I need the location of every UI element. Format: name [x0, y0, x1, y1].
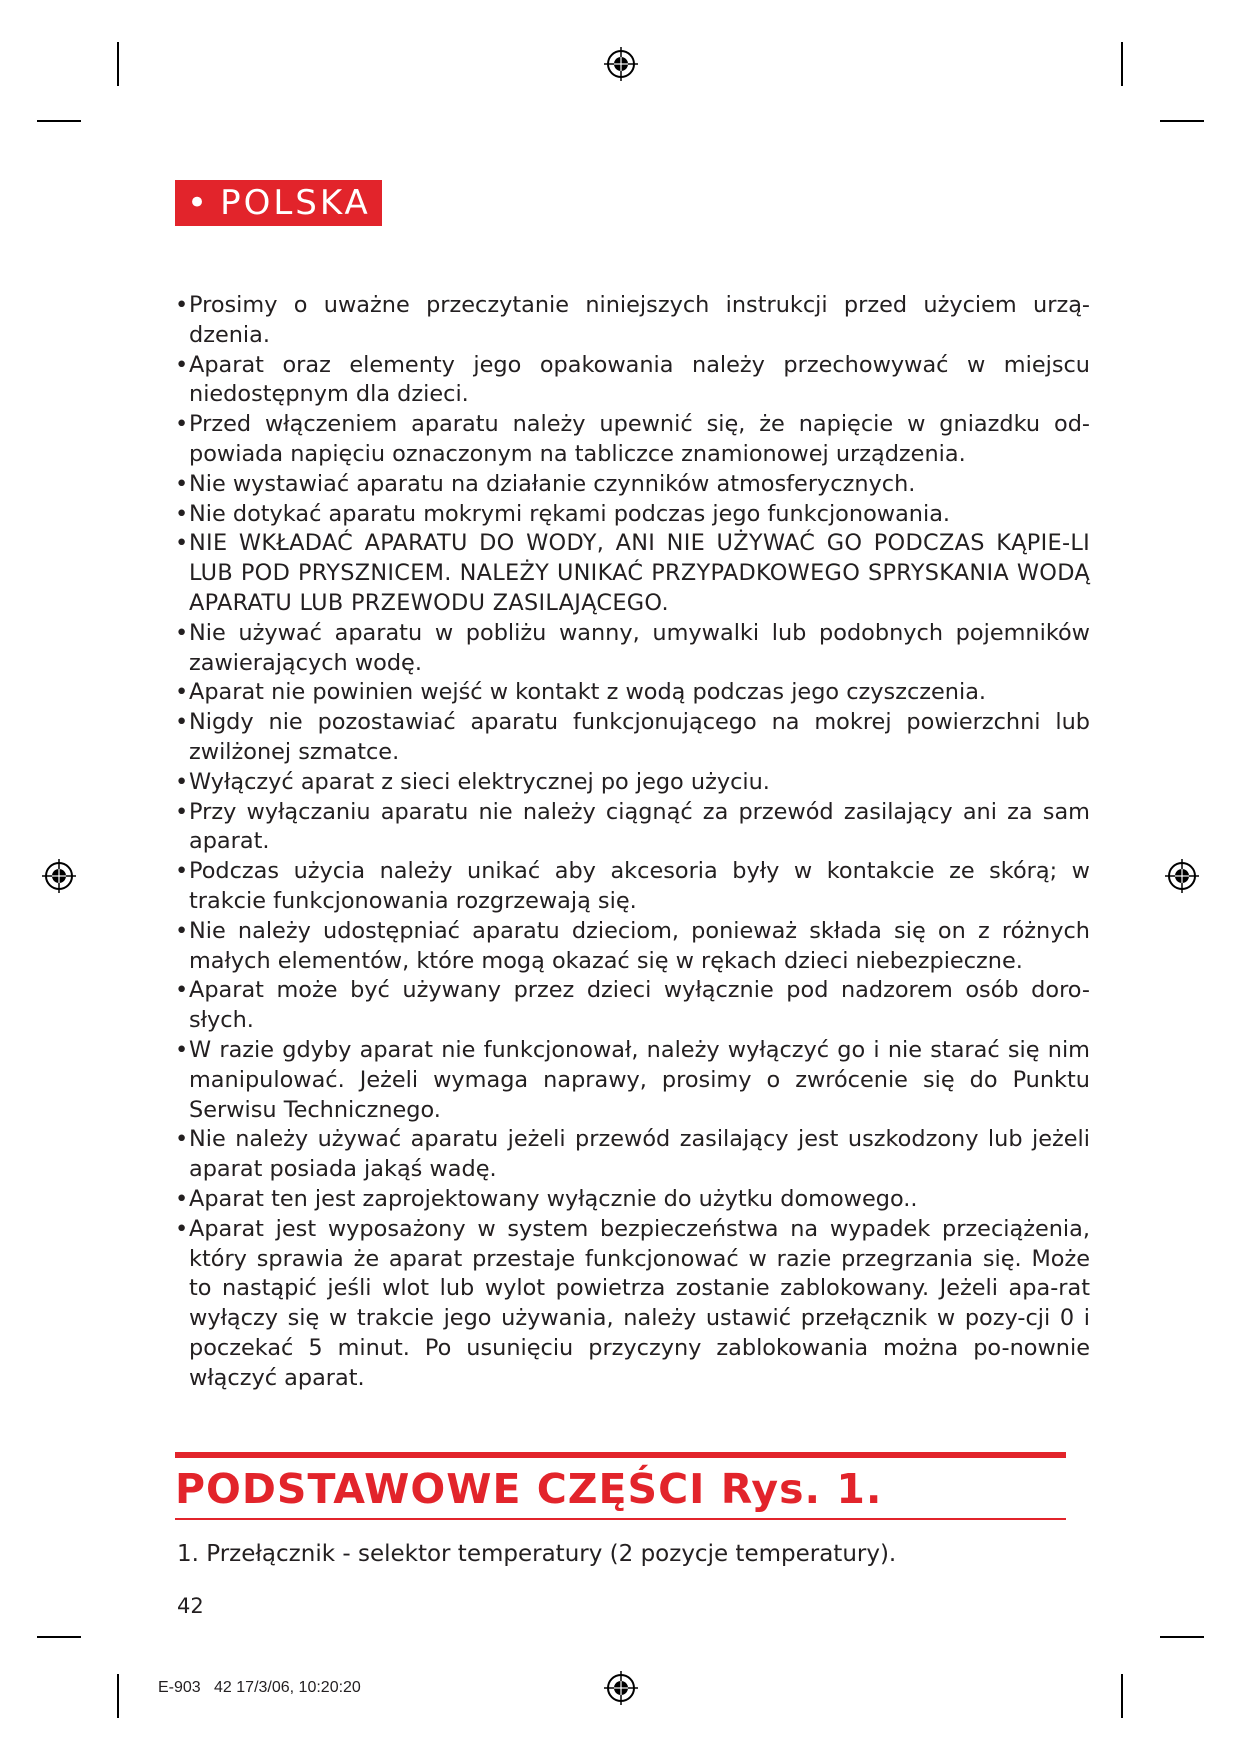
- crop-mark-top-left-horizontal: [37, 120, 81, 122]
- crop-mark-bottom-left-vertical: [117, 1674, 119, 1718]
- warning-item: • NIE WKŁADAĆ APARATU DO WODY, ANI NIE UŻYWAĆ GO PODCZAS KĄPIE-LI LUB POD PRYSZNICEM. NALEŻY UNIKAĆ PRZYPADKOWEGO SPRYSKANIA WODĄ APARATU LUB PRZEWODU ZASILAJĄCEGO.: [175, 529, 1090, 618]
- warning-item: • Nie wystawiać aparatu na działanie czynników atmosferycznych.: [175, 470, 1090, 500]
- parts-list-item: 1. Przełącznik - selektor temperatury (2 pozycje temperatury).: [177, 1541, 897, 1567]
- warning-item: • Aparat ten jest zaprojektowany wyłącznie do użytku domowego..: [175, 1185, 1090, 1215]
- safety-warnings-list: [175, 291, 1090, 1393]
- crop-mark-top-left-vertical: [117, 42, 119, 86]
- warning-item: • Aparat oraz elementy jego opakowania należy przechowywać w miejscu niedostępnym dla dzieci.: [175, 351, 1090, 411]
- section-rule-bottom: [175, 1518, 1066, 1520]
- warning-item: • Aparat może być używany przez dzieci wyłącznie pod nadzorem osób doro-słych.: [175, 976, 1090, 1036]
- registration-mark-right-icon: [1164, 858, 1200, 894]
- registration-mark-bottom-icon: [603, 1670, 639, 1706]
- warning-item: • Przed włączeniem aparatu należy upewnić się, że napięcie w gniazdku od-powiada napięciu oznaczonym na tabliczce znamionowej urządzenia.: [175, 410, 1090, 470]
- section-title: PODSTAWOWE CZĘŚCI Rys. 1.: [175, 1465, 883, 1513]
- warning-item: • Nie należy udostępniać aparatu dzieciom, ponieważ składa się on z różnych małych elementów, które mogą okazać się w rękach dzieci niebezpieczne.: [175, 917, 1090, 977]
- crop-mark-top-right-vertical: [1121, 42, 1123, 86]
- registration-mark-top-icon: [603, 46, 639, 82]
- section-rule-top: [175, 1452, 1066, 1458]
- warning-item: • Aparat jest wyposażony w system bezpieczeństwa na wypadek przeciążenia, który sprawia że aparat przestaje funkcjonować w razie przegrzania się. Może to nastąpić jeśli wlot lub wylot powietrza zostanie zablokowany. Jeżeli apa-rat wyłączy się w trakcie jego używania, należy ustawić przełącznik w pozy-cji 0 i poczekać 5 minut. Po usunięciu przyczyny zablokowania można po-nownie włączyć aparat.: [175, 1215, 1090, 1394]
- language-tab: [175, 180, 382, 226]
- warning-item: • Przy wyłączaniu aparatu nie należy ciągnąć za przewód zasilający ani za sam aparat.: [175, 798, 1090, 858]
- parts-list: [177, 1538, 896, 1570]
- warning-item: • Prosimy o uważne przeczytanie niniejszych instrukcji przed użyciem urzą-dzenia.: [175, 291, 1090, 351]
- language-tab-bullet: •: [187, 183, 211, 223]
- warning-item: • Aparat nie powinien wejść w kontakt z wodą podczas jego czyszczenia.: [175, 678, 1090, 708]
- page-number: 42: [177, 1594, 204, 1618]
- warning-item: • W razie gdyby aparat nie funkcjonował, należy wyłączyć go i nie starać się nim manipulować. Jeżeli wymaga naprawy, prosimy o zwrócenie się do Punktu Serwisu Technicznego.: [175, 1036, 1090, 1125]
- crop-mark-top-right-horizontal: [1160, 120, 1204, 122]
- warning-item: • Podczas użycia należy unikać aby akcesoria były w kontakcie ze skórą; w trakcie funkcjonowania rozgrzewają się.: [175, 857, 1090, 917]
- crop-mark-bottom-right-horizontal: [1160, 1636, 1204, 1638]
- warning-item: • Nie należy używać aparatu jeżeli przewód zasilający jest uszkodzony lub jeżeli aparat posiada jakąś wadę.: [175, 1125, 1090, 1185]
- print-slug: E-903 42 17/3/06, 10:20:20: [158, 1679, 361, 1696]
- warning-item: • Nigdy nie pozostawiać aparatu funkcjonującego na mokrej powierzchni lub zwilżonej szmatce.: [175, 708, 1090, 768]
- crop-mark-bottom-left-horizontal: [37, 1636, 81, 1638]
- crop-mark-bottom-right-vertical: [1121, 1674, 1123, 1718]
- warning-item: • Wyłączyć aparat z sieci elektrycznej po jego użyciu.: [175, 768, 1090, 798]
- registration-mark-left-icon: [41, 858, 77, 894]
- warning-item: • Nie używać aparatu w pobliżu wanny, umywalki lub podobnych pojemników zawierających wodę.: [175, 619, 1090, 679]
- language-tab-label: POLSKA: [220, 183, 371, 223]
- warning-item: • Nie dotykać aparatu mokrymi rękami podczas jego funkcjonowania.: [175, 500, 1090, 530]
